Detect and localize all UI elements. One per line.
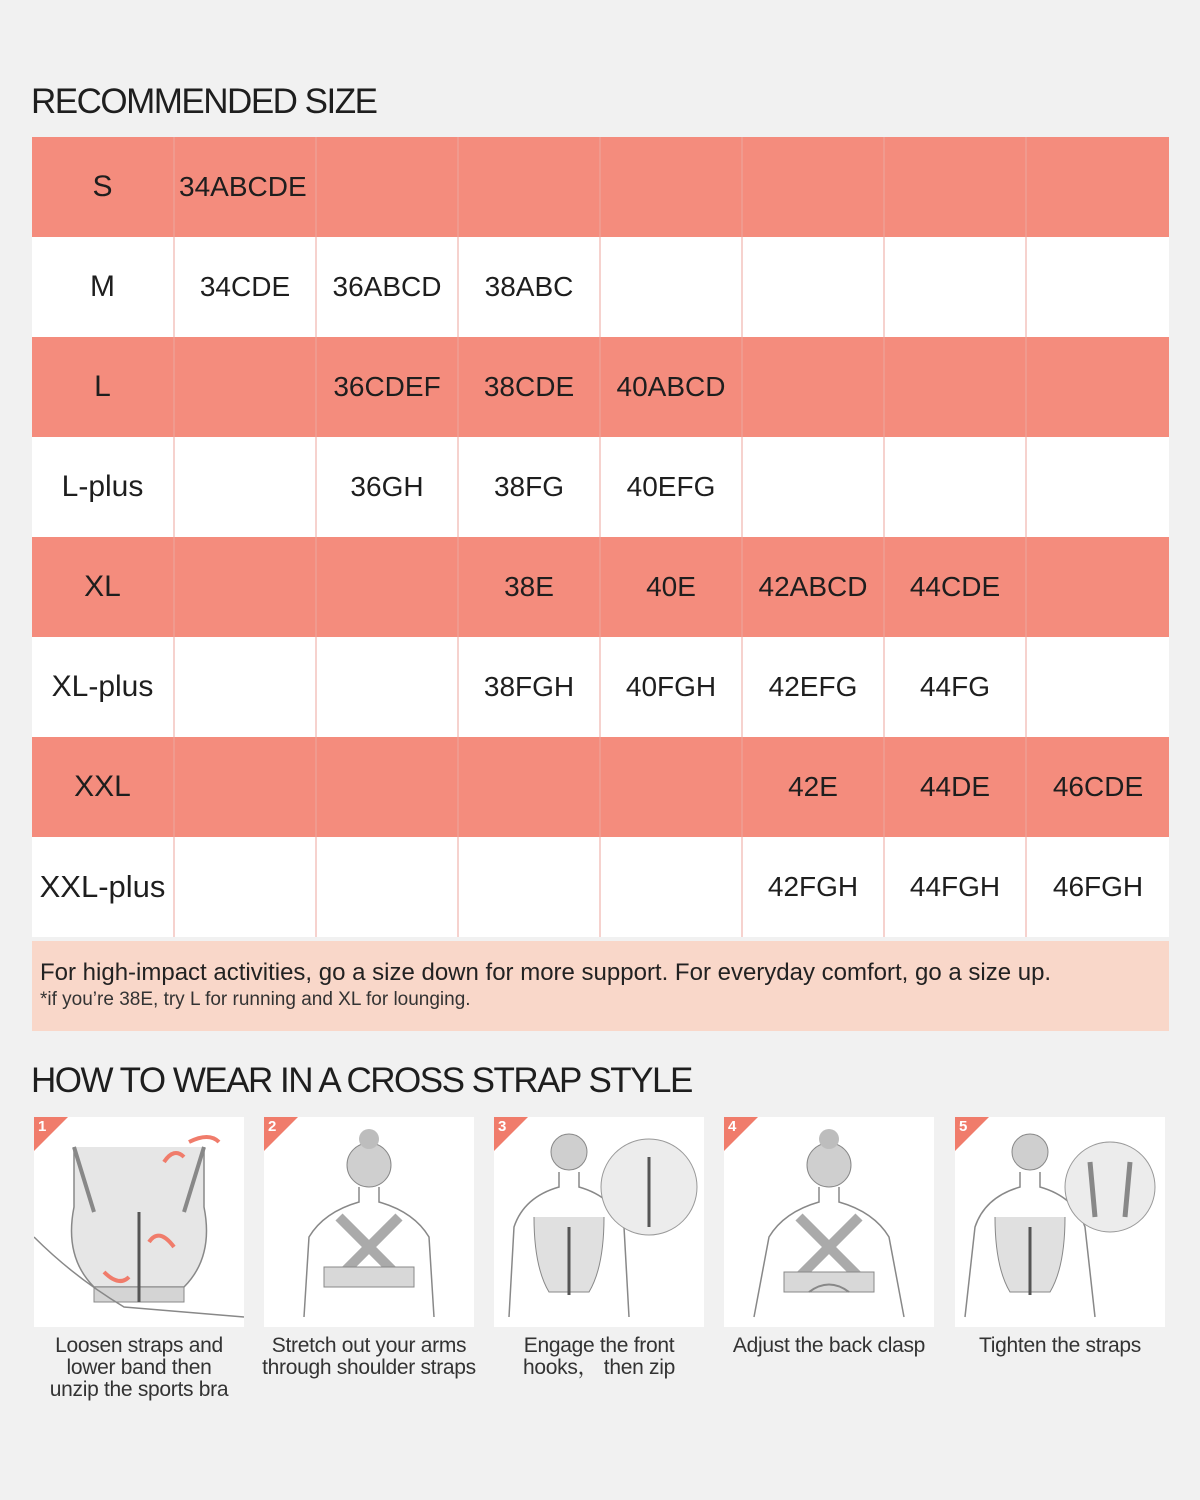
band-cup-cell	[742, 437, 884, 537]
step-number: 3	[498, 1118, 507, 1135]
size-row	[32, 337, 1169, 437]
band-cup-cell: 36ABCD	[316, 237, 458, 337]
band-cup-cell	[174, 737, 316, 837]
size-label: L-plus	[32, 437, 174, 537]
band-cup-cell	[316, 637, 458, 737]
band-cup-cell: 44FGH	[884, 837, 1026, 937]
step-1	[34, 1117, 244, 1401]
band-cup-cell	[458, 837, 600, 937]
size-row	[32, 437, 1169, 537]
step-caption: Loosen straps and lower band then unzip the sports bra	[49, 1334, 229, 1401]
band-cup-cell	[1026, 237, 1169, 337]
band-cup-cell	[600, 237, 742, 337]
band-cup-cell	[1026, 437, 1169, 537]
size-row	[32, 237, 1169, 337]
size-label: M	[32, 237, 174, 337]
step-5	[955, 1117, 1165, 1357]
sizing-note-sub: *if you’re 38E, try L for running and XL for lounging.	[40, 989, 471, 1010]
band-cup-cell	[742, 337, 884, 437]
step-caption: Adjust the back clasp	[732, 1334, 926, 1357]
band-cup-cell	[316, 537, 458, 637]
step-caption: Tighten the straps	[979, 1334, 1141, 1357]
band-cup-cell	[1026, 337, 1169, 437]
size-row	[32, 537, 1169, 637]
band-cup-cell: 40FGH	[600, 637, 742, 737]
band-cup-cell	[742, 137, 884, 237]
band-cup-cell	[884, 437, 1026, 537]
band-cup-cell: 38ABC	[458, 237, 600, 337]
band-cup-cell	[884, 137, 1026, 237]
band-cup-cell: 40ABCD	[600, 337, 742, 437]
step-number: 4	[728, 1118, 737, 1135]
step-caption: Engage the front hooks， then zip	[523, 1334, 675, 1379]
band-cup-cell: 38E	[458, 537, 600, 637]
step-number: 2	[268, 1118, 277, 1135]
size-label: XXL	[32, 737, 174, 837]
band-cup-cell: 40EFG	[600, 437, 742, 537]
band-cup-cell: 34CDE	[174, 237, 316, 337]
how-to-wear-title: HOW TO WEAR IN A CROSS STRAP STYLE	[31, 1061, 692, 1100]
band-cup-cell	[316, 737, 458, 837]
size-label: XL	[32, 537, 174, 637]
band-cup-cell	[600, 137, 742, 237]
band-cup-cell	[1026, 537, 1169, 637]
step-number: 1	[38, 1118, 47, 1135]
band-cup-cell	[316, 137, 458, 237]
step-3-illustration	[494, 1117, 704, 1327]
band-cup-cell: 36GH	[316, 437, 458, 537]
size-label: XL-plus	[32, 637, 174, 737]
size-row	[32, 837, 1169, 937]
band-cup-cell: 44CDE	[884, 537, 1026, 637]
band-cup-cell	[458, 737, 600, 837]
step-1-illustration	[34, 1117, 244, 1327]
band-cup-cell: 42FGH	[742, 837, 884, 937]
size-chart-table	[32, 137, 1169, 937]
band-cup-cell: 46FGH	[1026, 837, 1169, 937]
band-cup-cell: 44FG	[884, 637, 1026, 737]
band-cup-cell	[316, 837, 458, 937]
step-5-illustration	[955, 1117, 1165, 1327]
band-cup-cell	[600, 737, 742, 837]
band-cup-cell: 38FG	[458, 437, 600, 537]
step-4-illustration	[724, 1117, 934, 1327]
band-cup-cell: 38FGH	[458, 637, 600, 737]
band-cup-cell: 42ABCD	[742, 537, 884, 637]
band-cup-cell: 36CDEF	[316, 337, 458, 437]
band-cup-cell	[884, 237, 1026, 337]
step-2	[262, 1117, 476, 1379]
size-row	[32, 637, 1169, 737]
band-cup-cell	[174, 837, 316, 937]
band-cup-cell: 40E	[600, 537, 742, 637]
band-cup-cell	[174, 637, 316, 737]
step-number: 5	[959, 1118, 968, 1135]
how-to-wear-steps	[0, 1117, 1200, 1417]
size-row	[32, 737, 1169, 837]
step-3	[494, 1117, 704, 1379]
band-cup-cell	[1026, 637, 1169, 737]
step-caption: Stretch out your arms through shoulder straps	[262, 1334, 476, 1379]
band-cup-cell: 42EFG	[742, 637, 884, 737]
band-cup-cell: 46CDE	[1026, 737, 1169, 837]
band-cup-cell	[884, 337, 1026, 437]
sizing-note-main: For high-impact activities, go a size down for more support. For everyday comfort, go a size up.	[40, 959, 1052, 986]
step-2-illustration	[264, 1117, 474, 1327]
size-label: S	[32, 137, 174, 237]
band-cup-cell	[1026, 137, 1169, 237]
band-cup-cell	[174, 437, 316, 537]
band-cup-cell: 44DE	[884, 737, 1026, 837]
band-cup-cell	[458, 137, 600, 237]
band-cup-cell: 34ABCDE	[174, 137, 316, 237]
sizing-note	[32, 941, 1169, 1031]
size-label: XXL-plus	[32, 837, 174, 937]
band-cup-cell	[742, 237, 884, 337]
band-cup-cell: 38CDE	[458, 337, 600, 437]
band-cup-cell: 42E	[742, 737, 884, 837]
step-4	[724, 1117, 934, 1357]
size-label: L	[32, 337, 174, 437]
band-cup-cell	[174, 537, 316, 637]
band-cup-cell	[174, 337, 316, 437]
recommended-size-title: RECOMMENDED SIZE	[31, 82, 377, 121]
band-cup-cell	[600, 837, 742, 937]
size-row	[32, 137, 1169, 237]
